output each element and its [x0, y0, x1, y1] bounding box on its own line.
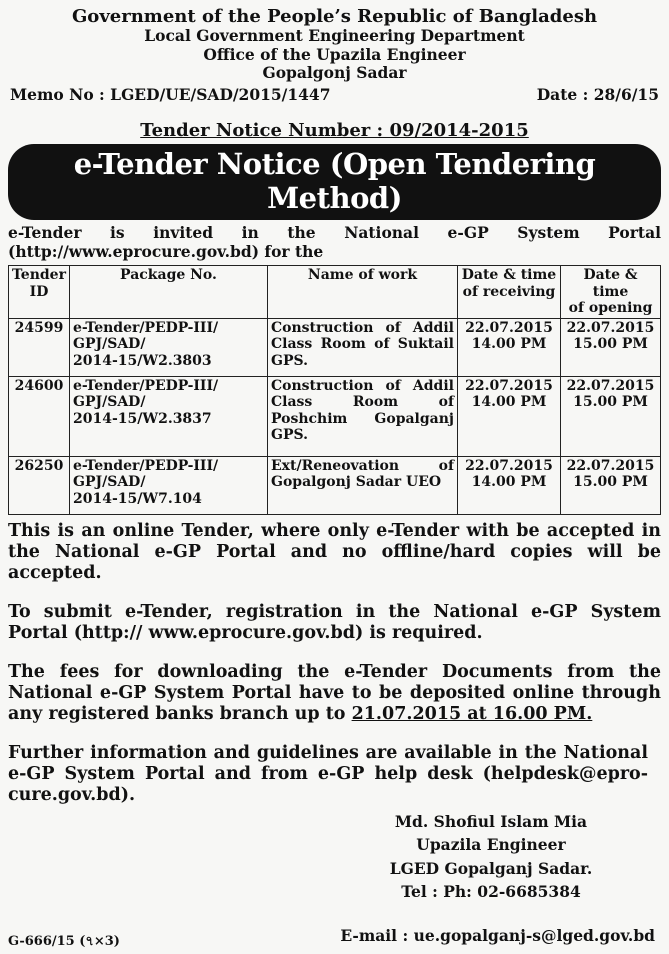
- opening-time: 15.00 PM: [573, 474, 648, 491]
- package-line: e-Tender/PEDP-III/: [72, 457, 219, 474]
- header-receiving-line1: Date & time: [461, 267, 557, 284]
- fees-text: The fees for downloading the e-Tender Documents from the National e-GP System Portal have to be deposited online through any registered banks branch up to: [8, 661, 661, 724]
- intro-line-2: (http://www.eprocure.gov.bd) for the: [8, 241, 324, 261]
- cell-opening: [560, 376, 660, 456]
- cell-tender-id: 24600: [9, 376, 70, 456]
- cell-opening: [560, 456, 660, 514]
- cell-package: [69, 376, 267, 456]
- table-row: [9, 456, 661, 514]
- letterhead: [8, 6, 661, 82]
- receiving-time: 14.00 PM: [471, 336, 547, 353]
- fees-paragraph: [8, 662, 661, 725]
- package-line: GPJ/SAD/: [72, 474, 146, 491]
- cell-tender-id: 24599: [9, 318, 70, 376]
- intro-line-1: e-Tender is invited in the National e-GP System Portal: [8, 223, 661, 243]
- memo-number: Memo No : LGED/UE/SAD/2015/1447: [10, 85, 331, 105]
- signatory-title: Upazila Engineer: [416, 835, 566, 855]
- intro-text: [8, 224, 661, 261]
- header-package: Package No.: [69, 266, 267, 319]
- cell-opening: [560, 318, 660, 376]
- cell-package: [69, 456, 267, 514]
- package-line: 2014-15/W2.3803: [72, 352, 212, 369]
- opening-date: 22.07.2015: [566, 377, 655, 394]
- opening-date: 22.07.2015: [566, 319, 655, 336]
- notice-banner: e-Tender Notice (Open Tendering Method): [8, 144, 661, 220]
- tender-notice-number: Tender Notice Number : 09/2014-2015: [140, 120, 529, 142]
- cell-receiving: [457, 318, 560, 376]
- location-title: Gopalgonj Sadar: [262, 62, 407, 82]
- cell-work: Construction of Addil Class Room of Poshchim Gopalganj GPS.: [267, 376, 457, 456]
- cell-tender-id: 26250: [9, 456, 70, 514]
- header-opening-line1: Date & time: [583, 267, 638, 300]
- opening-time: 15.00 PM: [573, 336, 648, 353]
- cell-work: Ext/Reneovation of Gopalgonj Sadar UEO: [267, 456, 457, 514]
- package-line: GPJ/SAD/: [72, 336, 146, 353]
- receiving-date: 22.07.2015: [465, 377, 553, 394]
- header-tender-id-line1: Tender: [12, 267, 66, 284]
- table-row: [9, 376, 661, 456]
- header-opening: [560, 266, 660, 319]
- online-tender-paragraph: This is an online Tender, where only e-Tender with be accepted in the National e-GP Portal and no offline/hard copies will be accepted.: [8, 520, 661, 583]
- memo-row: [8, 85, 661, 104]
- tender-table: [8, 265, 661, 515]
- receiving-date: 22.07.2015: [465, 319, 553, 336]
- signatory-office: LGED Gopalganj Sadar.: [389, 858, 593, 878]
- department-title: Local Government Engineering Department: [144, 26, 525, 46]
- opening-time: 15.00 PM: [573, 394, 648, 411]
- package-line: e-Tender/PEDP-III/: [72, 319, 219, 336]
- signatory-email: E-mail : ue.gopalganj-s@lged.gov.bd: [340, 926, 655, 945]
- cell-receiving: [457, 376, 560, 456]
- government-title: Government of the People’s Republic of Bangladesh: [71, 6, 598, 27]
- office-title: Office of the Upazila Engineer: [203, 44, 466, 64]
- receiving-time: 14.00 PM: [471, 394, 547, 411]
- fees-deadline: 21.07.2015 at 16.00 PM.: [351, 703, 593, 724]
- header-work: Name of work: [267, 266, 457, 319]
- cell-receiving: [457, 456, 560, 514]
- package-line: 2014-15/W2.3837: [72, 410, 212, 427]
- header-receiving-line2: of receiving: [462, 283, 556, 300]
- receiving-date: 22.07.2015: [465, 457, 553, 474]
- registration-paragraph: To submit e-Tender, registration in the National e-GP System Portal (http:// www.eprocure.gov.bd) is required.: [8, 601, 661, 643]
- package-line: e-Tender/PEDP-III/: [72, 377, 219, 394]
- further-info-paragraph: Further information and guidelines are available in the National e-GP System Portal and from e-GP help desk (helpdesk@epro-cure.gov.bd).: [8, 742, 648, 805]
- cell-package: [69, 318, 267, 376]
- receiving-time: 14.00 PM: [471, 474, 547, 491]
- header-opening-line2: of opening: [568, 300, 653, 317]
- header-receiving: [457, 266, 560, 319]
- package-line: 2014-15/W7.104: [72, 490, 202, 507]
- header-tender-id: [9, 266, 70, 319]
- footer-code: G-666/15 (৭×3): [8, 934, 120, 949]
- header-tender-id-line2: ID: [29, 283, 49, 300]
- cell-work: Construction of Addil Class Room of Suktail GPS.: [267, 318, 457, 376]
- table-row: [9, 318, 661, 376]
- signature-block: [341, 810, 641, 903]
- signatory-phone: Tel : Ph: 02-6685384: [401, 881, 581, 901]
- package-line: GPJ/SAD/: [72, 394, 146, 411]
- banner-wrap: [8, 144, 661, 220]
- signatory-name: Md. Shofiul Islam Mia: [394, 812, 588, 831]
- memo-date: Date : 28/6/15: [536, 85, 659, 105]
- table-header-row: [9, 266, 661, 319]
- opening-date: 22.07.2015: [566, 457, 655, 474]
